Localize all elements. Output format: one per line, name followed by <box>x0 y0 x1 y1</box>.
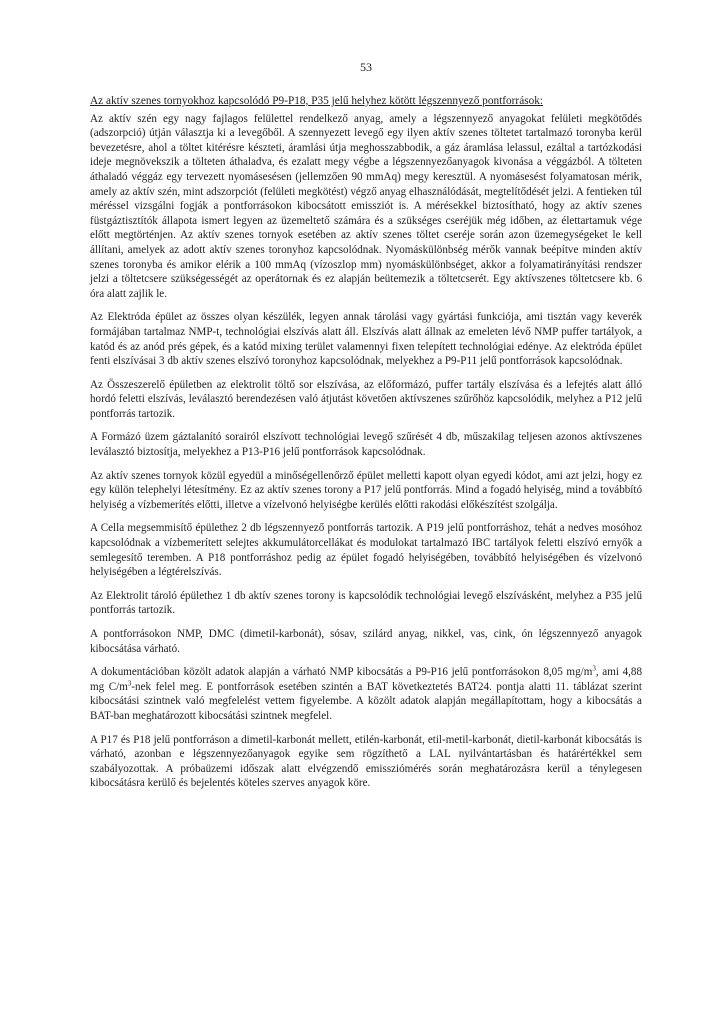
paragraph-carbonate-emission: A P17 és P18 jelű pontforráson a dimetil-karbonát mellett, etilén-karbonát, etil-metil-karbonát, dietil-karbonát kibocsátás is várható, azonban e légszennyezőanyagok egyike sem rögzíthető a LAL nyilvántartásban és határértékkel sem szabályozottak. A próbaüzemi időszak alatt elvégzendő emissziómérés során meghatározásra kerül a ténylegesen kibocsátásra kerülő és bejelentés köteles szerves anyagok köre. <box>90 733 642 790</box>
paragraph-electrolyte-storage: Az Elektrolit tároló épülethez 1 db aktív szenes torony is kapcsolódik technológiai levegő elszívásként, melyhez a P35 jelű pontforrás tartozik. <box>90 589 642 617</box>
paragraph-pollutants: A pontforrásokon NMP, DMC (dimetil-karbonát), sósav, szilárd anyag, nikkel, vas, cink, ón légszennyező anyagok kibocsátása várható. <box>90 628 642 655</box>
paragraph-nmp-emission <box>90 665 642 723</box>
document-page <box>90 60 642 800</box>
paragraph-formation-plant: A Formázó üzem gáztalanító sorairól elszívott technológiai levegő szűrését 4 db, műszakilag teljesen azonos aktívszenes leválasztó biztosítja, melyekhez a P13-P16 jelű pontforrások kapcsolódnak. <box>90 431 642 459</box>
superscript-cubic-2: 3 <box>127 679 132 688</box>
section-heading: Az aktív szenes tornyokhoz kapcsolódó P9-P18, P35 jelű helyhez kötött légszennyező pontforrások: <box>90 95 544 107</box>
paragraph-cell-destruction: A Cella megsemmisítő épülethez 2 db légszennyező pontforrás tartozik. A P19 jelű pontforráshoz, tehát a nedves mosóhoz kapcsolódnak a vízbemerített selejtes akkumulátorcellákat és modulokat tartalmazó IBC tartályok feletti elszívó ernyők a semlegesítő teremben. A P18 pontforráshoz pedig az épület fogadó helyiségében, továbbító helyiségében és vízelvonó helyiségében a légtérelszívás. <box>90 522 642 579</box>
nmp-text-part1: A dokumentációban közölt adatok alapján a várható NMP kibocsátás a P9-P16 jelű pontforrásokon 8,05 mg/m <box>90 666 593 679</box>
paragraph-electrode-building: Az Elektróda épület az összes olyan készülék, legyen annak tárolási vagy gyártási funkciója, ami tisztán vagy keverék formájában tartalmaz NMP-t, technológiai elszívás alatt áll. Elszívás alatt állnak az emeleten lévő NMP puffer tartályok, a katód és az anód prés gépek, és a katód mixing terület valamennyi fixen telepített technológiai edénye. Az elektróda épület fenti elszívásai 3 db aktív szenes elszívó toronyhoz kapcsolódnak, melyekhez a P9-P11 jelű pontforrások kapcsolódnak. <box>90 311 642 368</box>
paragraph-assembly-building: Az Összeszerelő épületben az elektrolit töltő sor elszívása, az előformázó, puffer tartály elszívása és a lefejtés alatt álló hordó feletti elszívás, leválasztó berendezésen való átjutást követően aktívszenes szűrőhöz kapcsolódik, melyhez a P12 jelű pontforrás tartozik. <box>90 378 642 420</box>
paragraph-quality-control: Az aktív szenes tornyok közül egyedül a minőségellenőrző épület melletti kapott olyan egyedi kódot, ami azt jelzi, hogy ez egy külön telephelyi létesítmény. Ez az aktív szenes torony a P17 jelű pontforrás. Mind a fogadó helyiség, mind a továbbító helyiség a vízbemerítés előtti, illetve a vízelvonó helyiségbe kerülés előtti rakodási előkészítést szolgálja. <box>90 469 642 511</box>
superscript-cubic-1: 3 <box>592 664 596 673</box>
nmp-text-part3: -nek felel meg. E pontforrások esetében szintén a BAT következtetés BAT24. pontja alatti 11. táblázat szerint kibocsátási szintnek való megfelelést vettem figyelembe. A közölt adatok alapján megállapítottam, hogy a kibocsátás a BAT-ban meghatározott kibocsátási szintnek megfelel. <box>90 680 642 722</box>
page-number: 53 <box>360 60 372 74</box>
paragraph-activated-carbon: Az aktív szén egy nagy fajlagos felülettel rendelkező anyag, amely a légszennyező anyagokat felületi megkötődés (adszorpció) útján választja ki a levegőből. A szennyezett levegő egy ilyen aktív szenes töltetet tartalmazó toronyba kerül bevezetésre, ahol a töltet kitérésre készteti, áramlási útja meghosszabbodik, a gáz áramlása lelassul, ezáltal a tartózkodási ideje megnövekszik a tölteten áthaladva, és ezalatt megy végbe a légszennyezőanyagok kivonása a véggázból. A tölteten áthaladó véggáz egy tervezett nyomásesésen (jellemzően 90 mmAq) megy keresztül. A nyomásesést folyamatosan mérik, amely az aktív szén, mint adszorpciót (felületi megkötést) végző anyag elhasználódását, megtelítődését jelzi. A fentieken túl méréssel vizsgálni fogják a pontforrásokon kibocsátott emissziót is. A mérésekkel biztosítható, hogy az aktív szenes füstgáztisztítók állapota ismert legyen az üzemeltető számára és a szükséges cseréjük még időben, az élettartamuk vége előtt megtörténjen. Az aktív szenes tornyok esetében az aktív szenes töltet cseréje során azon üzemegységeket le kell állítani, amelyek az adott aktív szenes toronyhoz kapcsolódnak. Nyomáskülönbség mérők vannak beépítve minden aktív szenes toronyba és amikor elérik a 100 mmAq (vízoszlop mm) nyomáskülönbséget, akkor a folyamatirányítási rendszer jelzi a töltetcsere szükségességét az operátornak és ez alapján beütemezik a töltetcserét. Egy aktívszenes töltetcsere kb. 6 óra alatt zajlik le. <box>90 112 642 300</box>
nmp-text-part2: , ami 4,88 mg C/m <box>90 666 642 693</box>
